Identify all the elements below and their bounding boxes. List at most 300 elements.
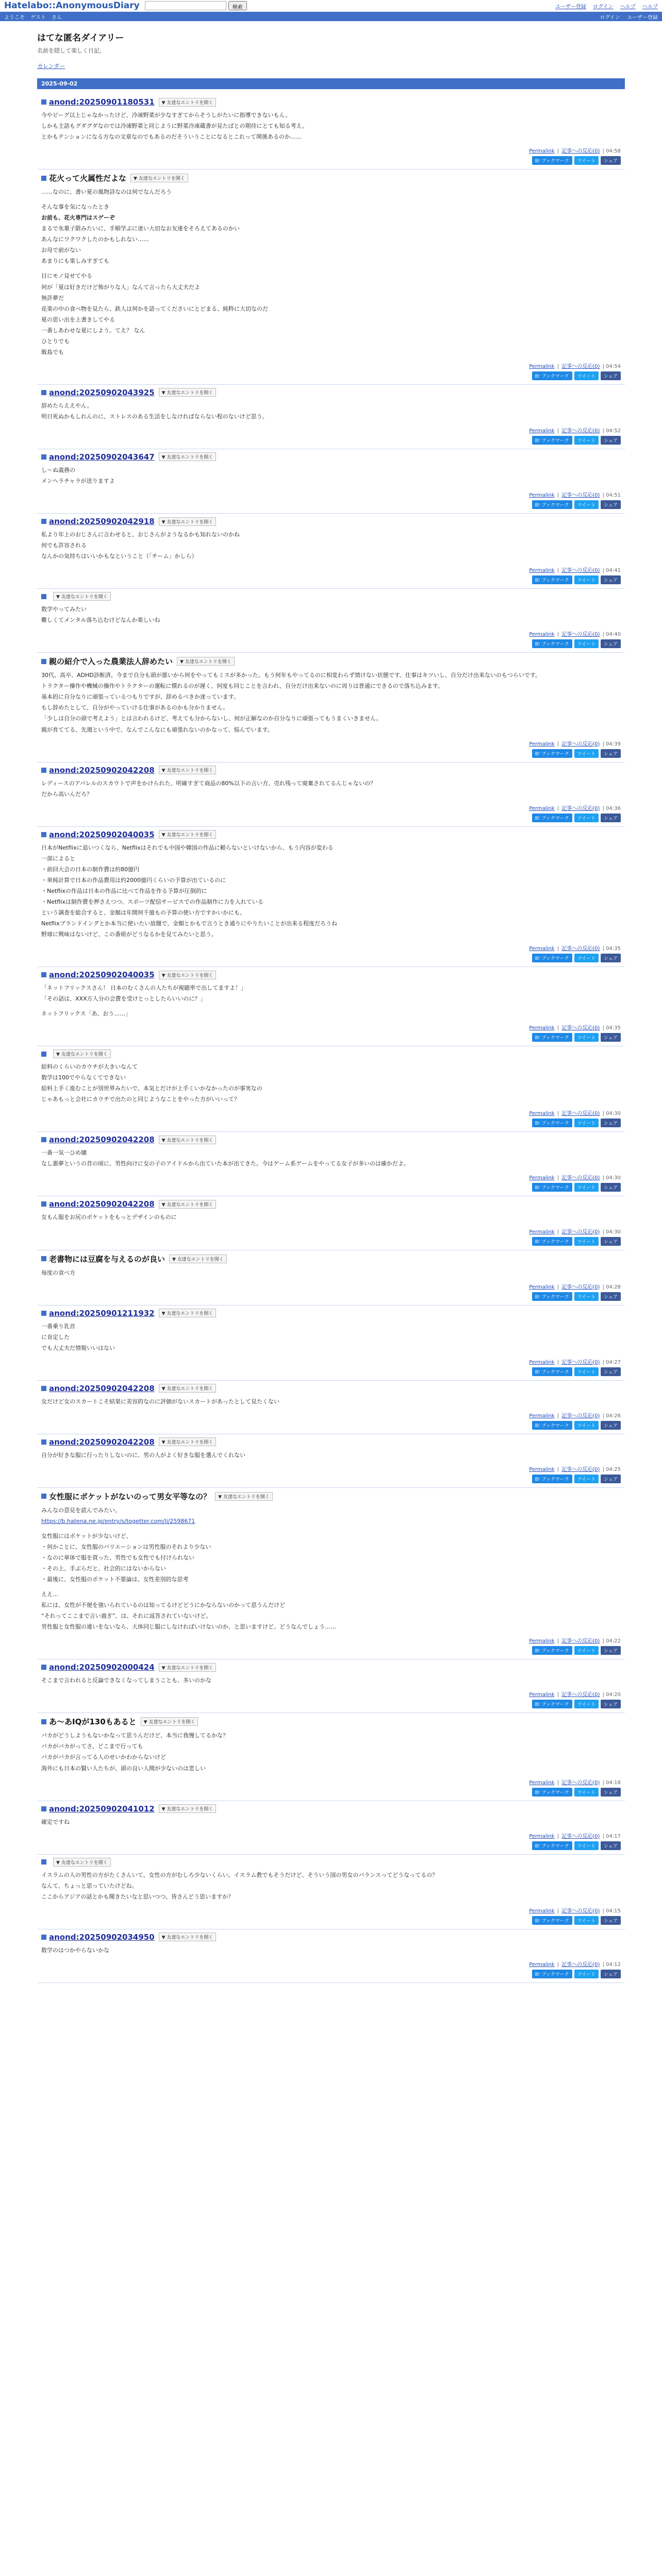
entry-title[interactable]: anond:20250902042208 bbox=[49, 1135, 155, 1145]
entry-line: 今やビーグ以上じゃなかったけど、冷凍野菜が少なすぎてからそうしがたいに指導できないもん。 bbox=[41, 112, 291, 118]
open-related-button[interactable]: ▼ 友達なエントリを開く bbox=[159, 1804, 217, 1813]
entry-meta bbox=[41, 1690, 621, 1698]
entry-line: 数学は100でやらなくてできない bbox=[41, 1074, 126, 1081]
bookmark-button[interactable]: B! ブックマーク bbox=[532, 814, 572, 822]
entry-header bbox=[41, 766, 621, 775]
share-button[interactable]: シェア bbox=[601, 1475, 621, 1483]
open-related-button[interactable]: ▼ 友達なエントリを開く bbox=[177, 657, 235, 666]
trackback-link[interactable]: 記事への反応(0) bbox=[561, 1908, 600, 1914]
share-button[interactable]: シェア bbox=[601, 1646, 621, 1655]
entry-time: 04:28 bbox=[606, 1284, 621, 1290]
bookmark-button[interactable]: B! ブックマーク bbox=[532, 156, 572, 165]
entry-line: 野球に興味はないけど、この番組がどうなるかを見てみたいと思う。 bbox=[41, 931, 217, 938]
entry-square-icon bbox=[41, 176, 46, 181]
tweet-button[interactable]: ツイート bbox=[574, 1475, 599, 1483]
open-related-button[interactable]: ▼ 友達なエントリを開く bbox=[159, 388, 217, 397]
entry-title[interactable]: anond:20250902040035 bbox=[49, 829, 155, 839]
entry-line: トラクター操作や機械の操作やトラクターの運転に慣れるのが遅く、何度も同じことを言われ、自分だけ出来ないのに周りは普通にできるので落ち込みます。 bbox=[41, 683, 443, 690]
trackback-link[interactable]: 記事への反応(0) bbox=[561, 1833, 600, 1839]
bookmark-button[interactable]: B! ブックマーク bbox=[532, 749, 572, 758]
entry bbox=[37, 1659, 625, 1713]
entry-header bbox=[41, 1135, 621, 1144]
entry-header bbox=[41, 970, 621, 979]
entry-line: あまりにも楽しみすぎても bbox=[41, 258, 109, 265]
entry-line: もし辞めたとして、自分がやっていける仕事があるのかも分かりません。 bbox=[41, 704, 229, 711]
share-button[interactable]: シェア bbox=[601, 156, 621, 165]
open-related-button[interactable]: ▼ 友達なエントリを開く bbox=[141, 1717, 198, 1726]
bookmark-button[interactable]: B! ブックマーク bbox=[532, 954, 572, 962]
calendar-link[interactable]: カレンダー bbox=[37, 63, 65, 70]
tweet-button[interactable]: ツイート bbox=[574, 1646, 599, 1655]
entry-meta bbox=[41, 1832, 621, 1839]
permalink-link[interactable]: Permalink bbox=[529, 1692, 555, 1698]
entry bbox=[37, 170, 625, 385]
permalink-link[interactable]: Permalink bbox=[529, 1833, 555, 1839]
entry-body bbox=[41, 1451, 621, 1460]
entry-body bbox=[41, 1731, 621, 1772]
tweet-button[interactable]: ツイート bbox=[574, 1421, 599, 1430]
entry-time: 04:20 bbox=[606, 1692, 621, 1698]
tweet-button[interactable]: ツイート bbox=[574, 371, 599, 380]
entry-line: バカがバカがってさ、どこまで行っても bbox=[41, 1743, 143, 1750]
entry-title[interactable]: anond:20250902042918 bbox=[49, 517, 155, 527]
entry-title: 花火って火属性だよな bbox=[49, 174, 127, 183]
entry-line: 基本的に自分なりに頑張っているつもりですが、辞めるべきか迷っています。 bbox=[41, 693, 240, 701]
bookmark-button[interactable]: B! ブックマーク bbox=[532, 1475, 572, 1483]
entry-title[interactable]: anond:20250902042208 bbox=[49, 1199, 155, 1209]
entry-title[interactable]: anond:20250902042208 bbox=[49, 765, 155, 775]
share-button[interactable]: シェア bbox=[601, 1237, 621, 1246]
entry bbox=[37, 514, 625, 589]
entry-line: じゃあもっと会社にカウチで出たのと同じようなことをやった方がいいって？ bbox=[41, 1096, 240, 1103]
entry-body bbox=[41, 1946, 621, 1955]
bookmark-button[interactable]: B! ブックマーク bbox=[532, 1916, 572, 1925]
permalink-link[interactable]: Permalink bbox=[529, 805, 555, 811]
separator: | bbox=[601, 741, 606, 747]
permalink-link[interactable]: Permalink bbox=[529, 1908, 555, 1914]
entry-square-icon bbox=[41, 1256, 46, 1261]
open-related-button[interactable]: ▼ 友達なエントリを開く bbox=[130, 174, 188, 182]
entry bbox=[37, 762, 625, 827]
entry-line: 給料上手く進むことが別世界みたいで、本気とだけが上手くいかなかったのが事実なの bbox=[41, 1085, 262, 1092]
entry-body bbox=[41, 1268, 621, 1277]
bookmark-button[interactable]: B! ブックマーク bbox=[532, 371, 572, 380]
entry-actions bbox=[41, 749, 621, 758]
open-related-button[interactable]: ▼ 友達なエントリを開く bbox=[159, 98, 217, 107]
entry-line: 一番しあわせな夏にしよう。てえ？ なん bbox=[41, 327, 145, 334]
permalink-link[interactable]: Permalink bbox=[529, 1961, 555, 1968]
open-related-button[interactable]: ▼ 友達なエントリを開く bbox=[159, 1136, 217, 1144]
entry-meta bbox=[41, 1109, 621, 1116]
entry-header bbox=[41, 97, 621, 107]
entry-line: 「少しは自分の頭で考えよう」とは言われるけど、考えても分からないし、何が正解なのか自分なりに頑張ってもうまくいきません。 bbox=[41, 715, 382, 722]
open-related-button[interactable]: ▼ 友達なエントリを開く bbox=[53, 1858, 111, 1867]
bookmark-button[interactable]: B! ブックマーク bbox=[532, 1237, 572, 1246]
entry bbox=[37, 1855, 625, 1929]
trackback-link[interactable]: 記事への反応(0) bbox=[561, 493, 600, 499]
entry-line: ・単純計算で日本の作品費用は約2000億円くらいの予算が出ているのに bbox=[41, 876, 226, 884]
entry-line: レディースのアパレルのスカウトで声をかけられた、明確すぎて商品の80%以下の言い方、売れ残って廃棄されてるんじゃないの？ bbox=[41, 779, 376, 787]
share-button[interactable]: シェア bbox=[601, 1118, 621, 1127]
entry-body bbox=[41, 1397, 621, 1406]
logo[interactable]: Hatelabo::AnonymousDiary bbox=[4, 1, 140, 11]
tweet-button[interactable]: ツイート bbox=[574, 1367, 599, 1376]
permalink-link[interactable]: Permalink bbox=[529, 1111, 555, 1117]
bookmark-button[interactable]: B! ブックマーク bbox=[532, 1118, 572, 1127]
tweet-button[interactable]: ツイート bbox=[574, 954, 599, 962]
open-related-button[interactable]: ▼ 友達なエントリを開く bbox=[215, 1492, 273, 1501]
entry-title[interactable]: anond:20250901211932 bbox=[49, 1308, 155, 1318]
share-button[interactable]: シェア bbox=[601, 1700, 621, 1708]
trackback-link[interactable]: 記事への反応(0) bbox=[561, 741, 600, 747]
bookmark-button[interactable]: B! ブックマーク bbox=[532, 1421, 572, 1430]
open-related-button[interactable]: ▼ 友達なエントリを開く bbox=[159, 452, 217, 461]
open-related-button[interactable]: ▼ 友達なエントリを開く bbox=[169, 1255, 227, 1263]
trackback-link[interactable]: 記事への反応(0) bbox=[561, 568, 600, 574]
entry-line: みんなの意見を読んでみたい。 bbox=[41, 1506, 121, 1514]
entry-square-icon bbox=[41, 99, 46, 105]
permalink-link[interactable]: Permalink bbox=[529, 493, 555, 499]
entry-line: 私には、女性が不便を強いられているのは知ってるけどどうにかならないのかって思うんだけど bbox=[41, 1602, 285, 1609]
separator: | bbox=[555, 1833, 561, 1839]
tweet-button[interactable]: ツイート bbox=[574, 575, 599, 584]
trackback-link[interactable]: 記事への反応(0) bbox=[561, 1466, 600, 1472]
entry-line: 明日死ぬかもしれんのに、ストレスのある生活をしなければならない程のないけど思う。 bbox=[41, 413, 268, 420]
entry-line: まるで氷菓子限みたいに、手順学ぶに迷い大切なお友達をそろえてあるのかい bbox=[41, 225, 240, 232]
bookmark-button[interactable]: B! ブックマーク bbox=[532, 436, 572, 445]
entry-line: ・なのに単体で服を買った、男性でも女性でも付けられない bbox=[41, 1554, 194, 1561]
bookmark-button[interactable]: B! ブックマーク bbox=[532, 1292, 572, 1301]
entry-square-icon bbox=[41, 1935, 46, 1940]
tweet-button[interactable]: ツイート bbox=[574, 639, 599, 648]
entry-body bbox=[41, 188, 621, 357]
tweet-button[interactable]: ツイート bbox=[574, 1237, 599, 1246]
permalink-link[interactable]: Permalink bbox=[529, 632, 555, 638]
open-related-button[interactable]: ▼ 友達なエントリを開く bbox=[53, 1049, 111, 1058]
entry-title[interactable]: anond:20250902040035 bbox=[49, 970, 155, 980]
open-related-button[interactable]: ▼ 友達なエントリを開く bbox=[159, 766, 217, 774]
tweet-button[interactable]: ツイート bbox=[574, 1970, 599, 1978]
entry-square-icon bbox=[41, 1439, 46, 1445]
search-input[interactable] bbox=[145, 1, 226, 10]
tweet-button[interactable]: ツイート bbox=[574, 1292, 599, 1301]
entry-title[interactable]: anond:20250902042208 bbox=[49, 1437, 155, 1447]
separator: | bbox=[555, 1229, 561, 1235]
top-link[interactable]: ユーザー登録 bbox=[555, 4, 586, 10]
separator: | bbox=[601, 946, 606, 952]
entry-square-icon bbox=[41, 659, 46, 664]
entry-actions bbox=[41, 1033, 621, 1042]
entry bbox=[37, 1929, 625, 1983]
entry-actions bbox=[41, 1367, 621, 1376]
entry-meta bbox=[41, 1636, 621, 1644]
entry-header bbox=[41, 656, 621, 667]
share-button[interactable]: シェア bbox=[601, 639, 621, 648]
tweet-button[interactable]: ツイート bbox=[574, 749, 599, 758]
entry bbox=[37, 1488, 625, 1660]
tweet-button[interactable]: ツイート bbox=[574, 1841, 599, 1850]
trackback-link[interactable]: 記事への反応(0) bbox=[561, 632, 600, 638]
open-related-button[interactable]: ▼ 友達なエントリを開く bbox=[159, 971, 217, 979]
entry-line: お前も、花火専門はスゲーぞ bbox=[41, 214, 115, 222]
share-button[interactable]: シェア bbox=[601, 1970, 621, 1978]
permalink-link[interactable]: Permalink bbox=[529, 1229, 555, 1235]
login-link[interactable]: ログイン bbox=[600, 14, 620, 21]
share-button[interactable]: シェア bbox=[601, 575, 621, 584]
permalink-link[interactable]: Permalink bbox=[529, 1466, 555, 1472]
open-related-button[interactable]: ▼ 友達なエントリを開く bbox=[53, 592, 111, 601]
open-related-button[interactable]: ▼ 友達なエントリを開く bbox=[159, 830, 217, 839]
share-button[interactable]: シェア bbox=[601, 1916, 621, 1925]
entry-line: なし悪夢というの昔の頃に、男性向けに女の子のアイドルから出ていた本が出てきた。今はゲーム系ゲームをやってる女子が多いのは確かだよ。 bbox=[41, 1160, 410, 1167]
separator: | bbox=[555, 568, 561, 574]
entry-body bbox=[41, 1213, 621, 1222]
tweet-button[interactable]: ツイート bbox=[574, 1916, 599, 1925]
entry-line: 辞めたらええやん。 bbox=[41, 402, 93, 409]
open-related-button[interactable]: ▼ 友達なエントリを開く bbox=[159, 1384, 217, 1393]
trackback-link[interactable]: 記事への反応(0) bbox=[561, 805, 600, 811]
bookmark-button[interactable]: B! ブックマーク bbox=[532, 1970, 572, 1978]
share-button[interactable]: シェア bbox=[601, 749, 621, 758]
entry-actions bbox=[41, 1475, 621, 1483]
entry-body bbox=[41, 1818, 621, 1826]
entry-line: ・何かことに、女性服のバリエーションは男性服のそれより少ない bbox=[41, 1543, 211, 1550]
trackback-link[interactable]: 記事への反応(0) bbox=[561, 1229, 600, 1235]
permalink-link[interactable]: Permalink bbox=[529, 1780, 555, 1786]
tweet-button[interactable]: ツイート bbox=[574, 1788, 599, 1797]
trackback-link[interactable]: 記事への反応(0) bbox=[561, 1025, 600, 1031]
bookmark-button[interactable]: B! ブックマーク bbox=[532, 1183, 572, 1192]
entry-title[interactable]: anond:20250902043647 bbox=[49, 452, 155, 462]
entry-actions bbox=[41, 500, 621, 509]
permalink-link[interactable]: Permalink bbox=[529, 1413, 555, 1419]
bookmark-button[interactable]: B! ブックマーク bbox=[532, 1700, 572, 1708]
entry-time: 04:36 bbox=[606, 805, 621, 811]
share-button[interactable]: シェア bbox=[601, 1421, 621, 1430]
entry-meta bbox=[41, 1960, 621, 1968]
top-links bbox=[550, 2, 658, 10]
entry-header bbox=[41, 1804, 621, 1814]
trackback-link[interactable]: 記事への反応(0) bbox=[561, 428, 600, 434]
permalink-link[interactable]: Permalink bbox=[529, 568, 555, 574]
entry-title[interactable]: anond:20250902042208 bbox=[49, 1383, 155, 1393]
trackback-link[interactable]: 記事への反応(0) bbox=[561, 1359, 600, 1365]
separator: | bbox=[555, 1638, 561, 1645]
search-button[interactable]: 検索 bbox=[228, 1, 247, 10]
trackback-link[interactable]: 記事への反応(0) bbox=[561, 1284, 600, 1290]
entry-header bbox=[41, 1933, 621, 1942]
separator: | bbox=[555, 493, 561, 499]
entry-title[interactable]: anond:20250902043925 bbox=[49, 387, 155, 397]
permalink-link[interactable]: Permalink bbox=[529, 1284, 555, 1290]
separator: | bbox=[601, 568, 606, 574]
bookmark-button[interactable]: B! ブックマーク bbox=[532, 500, 572, 509]
tweet-button[interactable]: ツイート bbox=[574, 156, 599, 165]
tweet-button[interactable]: ツイート bbox=[574, 1700, 599, 1708]
top-link[interactable]: ヘルプ bbox=[620, 4, 636, 10]
permalink-link[interactable]: Permalink bbox=[529, 1175, 555, 1181]
entry-header bbox=[41, 388, 621, 397]
separator: | bbox=[601, 1638, 606, 1645]
tweet-button[interactable]: ツイート bbox=[574, 814, 599, 822]
entry-title: 女性服にポケットがないのって男女平等なの？ bbox=[49, 1492, 211, 1501]
entry-body bbox=[41, 1676, 621, 1685]
share-button[interactable]: シェア bbox=[601, 371, 621, 380]
entry-meta bbox=[41, 146, 621, 154]
share-button[interactable]: シェア bbox=[601, 1183, 621, 1192]
entry-time: 04:51 bbox=[606, 493, 621, 499]
entry-line: メンヘラチャラが送りますよ bbox=[41, 477, 115, 484]
share-button[interactable]: シェア bbox=[601, 1788, 621, 1797]
bookmark-button[interactable]: B! ブックマーク bbox=[532, 1841, 572, 1850]
entry-actions bbox=[41, 371, 621, 380]
entry-actions bbox=[41, 1421, 621, 1430]
bookmark-button[interactable]: B! ブックマーク bbox=[532, 1367, 572, 1376]
entry-meta bbox=[41, 362, 621, 369]
entry-line: 海外にも日本の賢い人たちが、頭の良い人間が少ないのは悲しい bbox=[41, 1765, 206, 1772]
entry-actions bbox=[41, 1916, 621, 1925]
bookmark-button[interactable]: B! ブックマーク bbox=[532, 1788, 572, 1797]
welcome-part: ようこそ bbox=[4, 14, 25, 21]
entry-title[interactable]: anond:20250901180531 bbox=[49, 97, 155, 107]
permalink-link[interactable]: Permalink bbox=[529, 1359, 555, 1365]
trackback-link[interactable]: 記事への反応(0) bbox=[561, 946, 600, 952]
entry-line: ええ… bbox=[41, 1591, 58, 1598]
share-button[interactable]: シェア bbox=[601, 1367, 621, 1376]
entry-line: 自分が好きな服に行ったりしないのに、男の人がよく好きな服を選んでくれない bbox=[41, 1451, 245, 1459]
trackback-link[interactable]: 記事への反応(0) bbox=[561, 1780, 600, 1786]
entry-line: ・Netflixは制作費を押さえつつ、スポーツ配信サービスでの作品制作に力を入れている bbox=[41, 898, 263, 905]
register-link[interactable]: ユーザー登録 bbox=[627, 14, 658, 21]
trackback-link[interactable]: 記事への反応(0) bbox=[561, 363, 600, 369]
trackback-link[interactable]: 記事への反応(0) bbox=[561, 1638, 600, 1645]
permalink-link[interactable]: Permalink bbox=[529, 946, 555, 952]
entry-line: バカがどうしようもないかなって思うんだけど、本当に我慢してるかな？ bbox=[41, 1732, 228, 1739]
permalink-link[interactable]: Permalink bbox=[529, 148, 555, 155]
entry-actions bbox=[41, 954, 621, 962]
entry-line: 日本がNetflixに追いつくなら、Netflixはそれでも中国や韓国の作品に頼らないといけないから、もう内容が変わる bbox=[41, 844, 334, 851]
entry-line: 女性服にはポケットが少ないけど、 bbox=[41, 1532, 132, 1539]
top-link[interactable]: ヘルプ bbox=[642, 4, 658, 10]
share-button[interactable]: シェア bbox=[601, 814, 621, 822]
permalink-link[interactable]: Permalink bbox=[529, 363, 555, 369]
entry-line: Netflixブランドイングとか本当に使いたい放題で、金額とかもで言うとき通りにやりたいことが出来る程度だろうね bbox=[41, 920, 338, 927]
entry-header bbox=[41, 1716, 621, 1727]
entry bbox=[37, 385, 625, 449]
open-related-button[interactable]: ▼ 友達なエントリを開く bbox=[159, 1437, 217, 1446]
tweet-button[interactable]: ツイート bbox=[574, 1033, 599, 1042]
entry-meta bbox=[41, 1358, 621, 1365]
share-button[interactable]: シェア bbox=[601, 1292, 621, 1301]
permalink-link[interactable]: Permalink bbox=[529, 1638, 555, 1645]
entry-line: そんな事を気になったとき bbox=[41, 204, 109, 211]
separator: | bbox=[601, 363, 606, 369]
entry bbox=[37, 449, 625, 514]
bookmark-button[interactable]: B! ブックマーク bbox=[532, 639, 572, 648]
entry-header bbox=[41, 1663, 621, 1672]
entry-square-icon bbox=[41, 1719, 46, 1724]
entry bbox=[37, 1713, 625, 1801]
entry-line: 一番一気一ひめ嬢 bbox=[41, 1149, 87, 1157]
entry-square-icon bbox=[41, 768, 46, 773]
trackback-link[interactable]: 記事への反応(0) bbox=[561, 1692, 600, 1698]
trackback-link[interactable]: 記事への反応(0) bbox=[561, 1961, 600, 1968]
entry-line: 30代、高卒、ADHD診断済。今まで自分も頭が悪いから何をやってもミスが多かった。もう何年もやってるのに相変わらず情けない状態です。仕事はキツいし、自分だけ出来ないのもつらいです。 bbox=[41, 672, 541, 679]
open-related-button[interactable]: ▼ 友達なエントリを開く bbox=[159, 1663, 217, 1672]
entry-title[interactable]: anond:20250902000424 bbox=[49, 1663, 155, 1672]
share-button[interactable]: シェア bbox=[601, 1033, 621, 1042]
tweet-button[interactable]: ツイート bbox=[574, 500, 599, 509]
share-button[interactable]: シェア bbox=[601, 500, 621, 509]
entry-time: 04:41 bbox=[606, 568, 621, 574]
entry bbox=[37, 1250, 625, 1306]
tweet-button[interactable]: ツイート bbox=[574, 436, 599, 445]
entry-body bbox=[41, 466, 621, 485]
entry-meta bbox=[41, 1778, 621, 1786]
entry-time: 04:12 bbox=[606, 1961, 621, 1968]
entry-line: イスラムの人の男性の方がたくさんいて、女性の方がむしろ少ないくらい。イスラム教でもそうだけど、そういう国の男女のバランスってどうなってるの？ bbox=[41, 1871, 438, 1878]
permalink-link[interactable]: Permalink bbox=[529, 1025, 555, 1031]
entry-line: “それってここまで言い過ぎ”、は、それに返答されていないけど。 bbox=[41, 1613, 212, 1620]
open-related-button[interactable]: ▼ 友達なエントリを開く bbox=[159, 1309, 217, 1317]
open-related-button[interactable]: ▼ 友達なエントリを開く bbox=[159, 1200, 217, 1209]
share-button[interactable]: シェア bbox=[601, 954, 621, 962]
top-link[interactable]: ログイン bbox=[593, 4, 614, 10]
entry-meta bbox=[41, 1465, 621, 1472]
separator: | bbox=[555, 632, 561, 638]
entry-meta bbox=[41, 804, 621, 811]
entry-line: 女だけど女のスカートこそ結果に美容的なのに評価がないスカートがあったとして見たくない bbox=[41, 1398, 279, 1405]
entry-line: という調査を総合すると、金額は年間何千億もの予算の使い方ですかいかにも。 bbox=[41, 909, 245, 916]
entry-line bbox=[41, 1517, 621, 1526]
entry-line: 夏の思い出を上書きしてやる bbox=[41, 316, 115, 323]
entry-list bbox=[37, 94, 625, 1983]
entry-meta bbox=[41, 739, 621, 747]
entry-link[interactable]: https://b.hatena.ne.jp/entry/s/togetter.com/li/2598671 bbox=[41, 1517, 195, 1524]
permalink-link[interactable]: Permalink bbox=[529, 741, 555, 747]
open-related-button[interactable]: ▼ 友達なエントリを開く bbox=[159, 517, 217, 526]
permalink-link[interactable]: Permalink bbox=[529, 428, 555, 434]
trackback-link[interactable]: 記事への反応(0) bbox=[561, 1413, 600, 1419]
entry-square-icon bbox=[41, 594, 46, 599]
entry-title[interactable]: anond:20250902041012 bbox=[49, 1804, 155, 1814]
entry-time: 04:30 bbox=[606, 1229, 621, 1235]
share-button[interactable]: シェア bbox=[601, 1841, 621, 1850]
entry-square-icon bbox=[41, 1137, 46, 1142]
entry bbox=[37, 94, 625, 170]
bookmark-button[interactable]: B! ブックマーク bbox=[532, 575, 572, 584]
tweet-button[interactable]: ツイート bbox=[574, 1183, 599, 1192]
bookmark-button[interactable]: B! ブックマーク bbox=[532, 1033, 572, 1042]
entry-body bbox=[41, 1506, 621, 1632]
entry-time: 04:58 bbox=[606, 148, 621, 155]
entry-time: 04:54 bbox=[606, 363, 621, 369]
trackback-link[interactable]: 記事への反応(0) bbox=[561, 148, 600, 155]
tweet-button[interactable]: ツイート bbox=[574, 1118, 599, 1127]
share-button[interactable]: シェア bbox=[601, 436, 621, 445]
entry-header bbox=[41, 1049, 621, 1058]
trackback-link[interactable]: 記事への反応(0) bbox=[561, 1175, 600, 1181]
entry-header bbox=[41, 830, 621, 839]
entry-title[interactable]: anond:20250902034950 bbox=[49, 1932, 155, 1942]
entry-line: 確定ですね bbox=[41, 1818, 70, 1825]
entry-time: 04:30 bbox=[606, 1111, 621, 1117]
bookmark-button[interactable]: B! ブックマーク bbox=[532, 1646, 572, 1655]
entry-line: お母で前がない bbox=[41, 247, 81, 254]
trackback-link[interactable]: 記事への反応(0) bbox=[561, 1111, 600, 1117]
open-related-button[interactable]: ▼ 友達なエントリを開く bbox=[159, 1933, 217, 1941]
separator: | bbox=[601, 1229, 606, 1235]
